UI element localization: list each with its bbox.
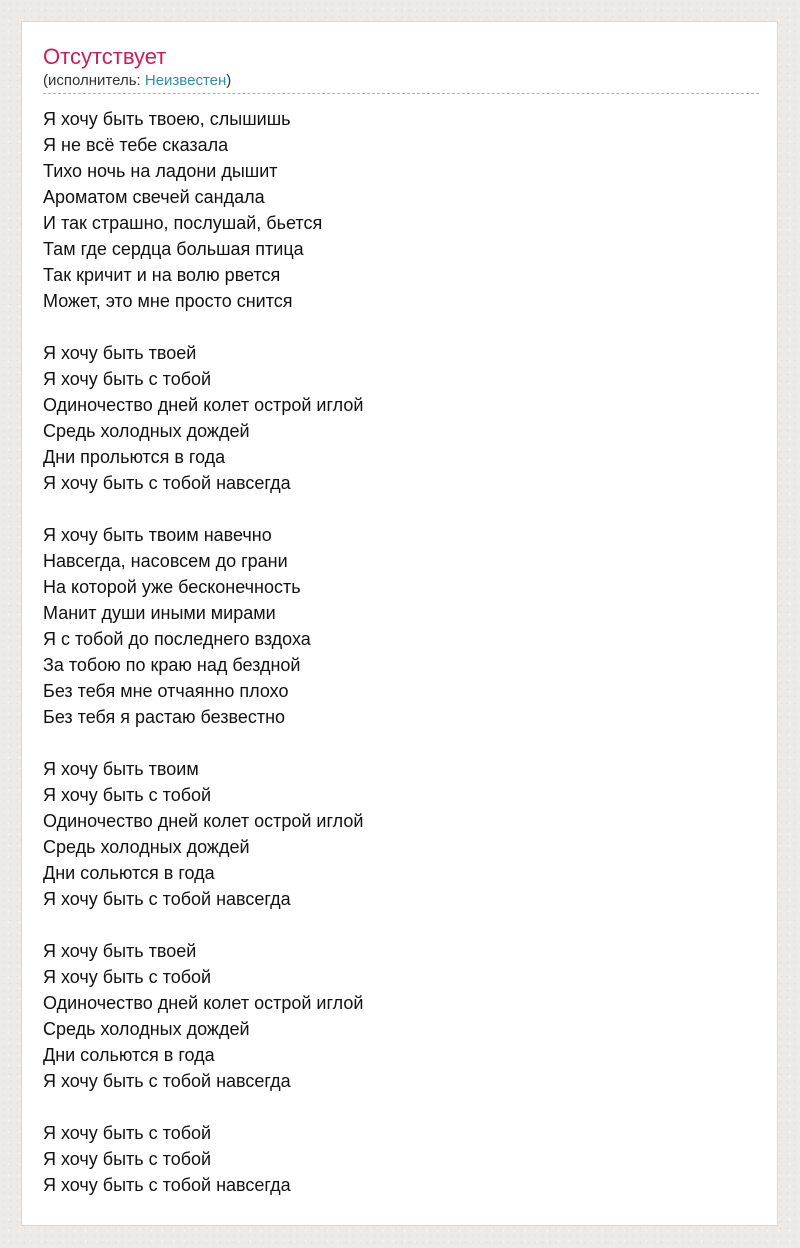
lyric-line: Средь холодных дождей bbox=[43, 1019, 250, 1039]
lyric-line: Одиночество дней колет острой иглой bbox=[43, 811, 364, 831]
lyrics-stanza bbox=[43, 522, 759, 730]
lyrics-stanza bbox=[43, 1120, 759, 1198]
lyrics-card bbox=[21, 21, 778, 1226]
lyric-line: Так кричит и на волю рвется bbox=[43, 265, 281, 285]
lyric-line: Я хочу быть с тобой bbox=[43, 1149, 212, 1169]
lyric-line: Без тебя я растаю безвестно bbox=[43, 707, 286, 727]
lyrics-stanza bbox=[43, 938, 759, 1094]
lyric-line: Я хочу быть с тобой bbox=[43, 369, 212, 389]
lyric-line: Я хочу быть твоим bbox=[43, 759, 199, 779]
lyric-line: Одиночество дней колет острой иглой bbox=[43, 993, 364, 1013]
lyric-line: Без тебя мне отчаянно плохо bbox=[43, 681, 289, 701]
artist-suffix: ) bbox=[226, 72, 232, 89]
lyric-line: Я хочу быть с тобой bbox=[43, 967, 212, 987]
lyric-line: Я не всё тебе сказала bbox=[43, 135, 229, 155]
lyric-line: Средь холодных дождей bbox=[43, 837, 250, 857]
lyric-line: Одиночество дней колет острой иглой bbox=[43, 395, 364, 415]
song-header bbox=[43, 44, 759, 94]
lyric-line: Может, это мне просто снится bbox=[43, 291, 293, 311]
lyric-line: На которой уже бесконечность bbox=[43, 577, 301, 597]
lyric-line: Навсегда, насовсем до грани bbox=[43, 551, 288, 571]
lyric-line: Ароматом свечей сандала bbox=[43, 187, 265, 207]
lyric-line: Тихо ночь на ладони дышит bbox=[43, 161, 278, 181]
lyric-line: Я хочу быть с тобой навсегда bbox=[43, 1071, 291, 1091]
song-title: Отсутствует bbox=[43, 44, 167, 69]
lyric-line: Я хочу быть твоею, слышишь bbox=[43, 109, 291, 129]
lyrics-stanza bbox=[43, 756, 759, 912]
lyrics-body bbox=[43, 106, 759, 1198]
artist-link[interactable]: Неизвестен bbox=[144, 72, 227, 89]
lyric-line: Там где сердца большая птица bbox=[43, 239, 304, 259]
artist-prefix: (исполнитель: bbox=[43, 72, 145, 89]
lyrics-stanza bbox=[43, 106, 759, 314]
lyric-line: Дни прольются в года bbox=[43, 447, 226, 467]
artist-line bbox=[43, 72, 759, 94]
lyric-line: Дни сольются в года bbox=[43, 863, 215, 883]
lyrics-stanza bbox=[43, 340, 759, 496]
lyric-line: Я хочу быть с тобой навсегда bbox=[43, 473, 291, 493]
lyric-line: Дни сольются в года bbox=[43, 1045, 215, 1065]
lyric-line: Я с тобой до последнего вздоха bbox=[43, 629, 311, 649]
lyric-line: Я хочу быть с тобой навсегда bbox=[43, 1175, 291, 1195]
lyric-line: Манит души иными мирами bbox=[43, 603, 276, 623]
lyric-line: Я хочу быть твоим навечно bbox=[43, 525, 272, 545]
lyric-line: Я хочу быть с тобой bbox=[43, 1123, 212, 1143]
lyric-line: И так страшно, послушай, бьется bbox=[43, 213, 323, 233]
lyric-line: Я хочу быть с тобой bbox=[43, 785, 212, 805]
lyric-line: Я хочу быть твоей bbox=[43, 941, 197, 961]
lyric-line: Средь холодных дождей bbox=[43, 421, 250, 441]
lyric-line: Я хочу быть с тобой навсегда bbox=[43, 889, 291, 909]
lyric-line: За тобою по краю над бездной bbox=[43, 655, 301, 675]
lyric-line: Я хочу быть твоей bbox=[43, 343, 197, 363]
